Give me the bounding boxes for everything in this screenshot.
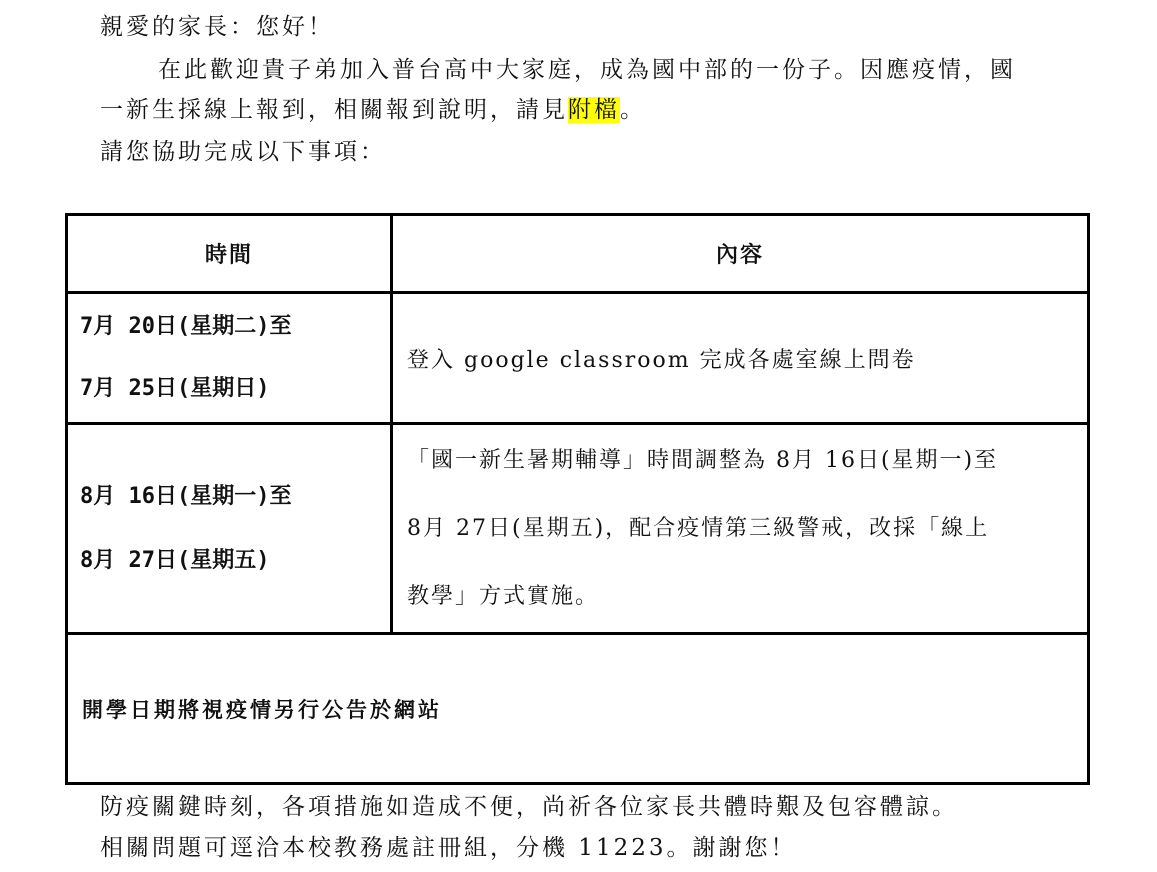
date-cell (67, 424, 392, 634)
intro-line-1: 在此歡迎貴子弟加入普台高中大家庭，成為國中部的一份子。因應疫情，國 (158, 57, 1016, 83)
date-line: 7月 25日(星期日) (80, 376, 270, 401)
greeting: 親愛的家長：您好！ (100, 14, 334, 40)
schedule-table (65, 213, 1090, 785)
date-line: 8月 16日(星期一)至 (80, 483, 292, 509)
content-line: 8月 27日(星期五)，配合疫情第三級警戒，改採「線上 (407, 515, 990, 541)
intro-line-2-suffix: 。 (620, 97, 646, 123)
attachment-link[interactable]: 附檔 (568, 97, 620, 123)
header-time: 時間 (67, 215, 392, 293)
header-content: 內容 (392, 215, 1089, 293)
intro-line-2 (100, 95, 646, 125)
date-line: 7月 20日(星期二)至 (80, 314, 292, 339)
request-line: 請您協助完成以下事項： (100, 139, 386, 165)
footer-line-1: 防疫關鍵時刻，各項措施如造成不便，尚祈各位家長共體時艱及包容體諒。 (100, 794, 958, 820)
content-cell (392, 424, 1089, 634)
table-header-row (67, 215, 1089, 293)
table-note-row (67, 634, 1089, 784)
content-line: 教學」方式實施。 (407, 583, 600, 609)
date-cell (67, 293, 392, 424)
table-row (67, 424, 1089, 634)
intro-line-2-text: 一新生採線上報到，相關報到說明，請見 (100, 97, 568, 123)
table-row (67, 293, 1089, 424)
content-cell (392, 293, 1089, 424)
content-line: 登入 google classroom 完成各處室線上問卷 (407, 347, 916, 373)
date-line: 8月 27日(星期五) (80, 547, 270, 573)
note-cell: 開學日期將視疫情另行公告於網站 (67, 634, 1089, 784)
footer-line-2: 相關問題可逕洽本校教務處註冊組，分機 11223。謝謝您！ (100, 835, 797, 861)
content-line: 「國一新生暑期輔導」時間調整為 8月 16日(星期一)至 (407, 447, 999, 473)
